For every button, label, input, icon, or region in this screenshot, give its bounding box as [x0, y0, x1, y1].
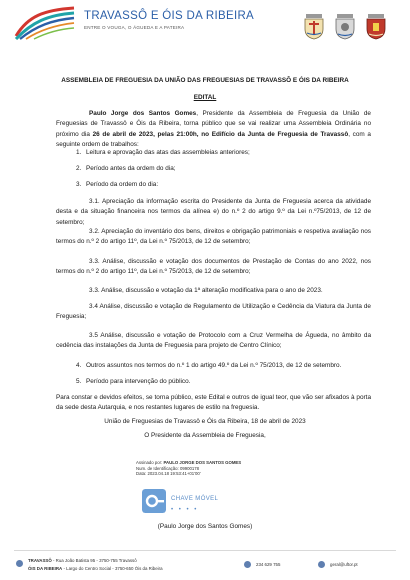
coat-of-arms-icon	[364, 14, 388, 40]
brand-subtitle: ENTRE O VOUGA, O ÁGUEDA E A PATEIRA	[84, 25, 185, 30]
coat-of-arms-icon	[302, 14, 326, 40]
agenda-item: 2. Período antes da ordem do dia;	[76, 165, 176, 172]
location-pin-icon	[16, 560, 23, 567]
agenda-subitem: 3.1. Apreciação da informação escrita do Presidente da Junta de Freguesia acerca da atividade desta e da situação financeira nos termos da alínea e) do n.º 2 do artigo 9.º da Lei n.º75/2013, de 12 de setembro;	[56, 198, 371, 226]
brand-title: TRAVASSÔ E ÓIS DA RIBEIRA	[84, 10, 255, 22]
president-name: Paulo Jorge dos Santos Gomes	[89, 110, 197, 117]
agenda-subitem: 3.2. Apreciação do inventário dos bens, direitos e obrigação patrimoniais e respetiva avaliação nos termos do n.º 2 do artigo 11º, da Lei n.º 75/2013, de 12 de setembro;	[56, 228, 371, 246]
agenda-subitem: 3.3. Análise, discussão e votação dos documentos de Prestação de Contas do ano 2022, nos termos do n.º 2 do artigo 11º, da Lei n.º 75/2013, de 12 de setembro;	[56, 258, 371, 276]
parish-logo	[14, 6, 76, 40]
digital-signature-block: Assinado por: PAULO JORGE DOS SANTOS GOMES Num. de Identificação: 09900178 Data: 2023.04.18 19:53:41+01'00'	[136, 460, 286, 477]
agenda-subitem: 3.3. Análise, discussão e votação da 1ª alteração modificativa para o ano de 2023.	[89, 287, 323, 294]
closing-paragraph: Para constar e devidos efeitos, se torna público, este Edital e outros de igual teor, que vão ser afixados à porta da sede desta Autarquia, e nos restantes lugares de estilo na freguesia.	[56, 394, 371, 412]
footer-divider	[14, 550, 396, 551]
email-icon	[318, 561, 325, 568]
footer-address-1: TRAVASSÔ - Rua João Batista 95 - 3750-755 Travassô	[28, 558, 137, 563]
chave-movel-logo-icon	[142, 489, 166, 513]
footer-phone: 234 629 755	[256, 562, 281, 567]
signer-id-name: PAULO JORGE DOS SANTOS GOMES	[163, 460, 242, 465]
id-number: Num. de Identificação: 09900178	[136, 465, 200, 471]
intro-paragraph: Paulo Jorge dos Santos Gomes, Presidente da Assembleia de Freguesia da União de Freguesias de Travassô e Óis da Ribeira, torna público que se vai realizar uma Assembleia Ordinária no próximo dia 26 de abril de 2023, pelas 21:00h, no Edifício da Junta de Freguesia de Travassô, com a seguinte ordem de trabalhos:	[56, 110, 371, 148]
agenda-item: 5. Período para intervenção do público.	[76, 378, 191, 385]
signer-role: O Presidente da Assembleia de Freguesia,	[144, 432, 266, 439]
signature-date: Data: 2023.04.18 19:53:41+01'00'	[136, 471, 201, 477]
document-title: ASSEMBLEIA DE FREGUESIA DA UNIÃO DAS FREGUESIAS DE TRAVASSÔ E ÓIS DA RIBEIRA	[61, 77, 349, 84]
agenda-subitem: 3.4 Análise, discussão e votação de Regulamento de Utilização e Cedência da Viatura da Junta de Freguesia;	[56, 303, 371, 321]
document-subtitle: EDITAL	[193, 94, 217, 101]
agenda-item: 4. Outros assuntos nos termos do n.º 1 do artigo 49.º da Lei n.º 75/2013, de 12 de setembro.	[76, 362, 342, 369]
footer-email: geral@uftor.pt	[330, 562, 358, 567]
agenda-item: 1. Leitura e aprovação das atas das assembleias anteriores;	[76, 149, 250, 156]
place-date: União de Freguesias de Travassô e Óis da Ribeira, 18 de abril de 2023	[104, 418, 306, 425]
agenda-subitem: 3.5 Análise, discussão e votação de Protocolo com a Cruz Vermelha de Águeda, no âmbito da cedência das instalações da Junta de Freguesia para projeto de Centro Clínico;	[56, 332, 371, 350]
chave-movel-dots: • • • •	[171, 507, 199, 513]
meeting-date: 26 de abril de 2023, pelas 21:00h, no Edifício da Junta de Freguesia de Travassô	[92, 130, 349, 138]
agenda-item: 3. Período da ordem do dia:	[76, 181, 159, 188]
phone-icon	[244, 561, 251, 568]
coat-of-arms-icon	[333, 14, 357, 40]
chave-movel-label: CHAVE MÓVEL	[171, 496, 219, 502]
footer-address-2: ÓIS DA RIBEIRA - Largo do Centro Social - 3750-650 Óis da Ribeira	[28, 566, 163, 571]
signer-name: (Paulo Jorge dos Santos Gomes)	[157, 523, 253, 530]
